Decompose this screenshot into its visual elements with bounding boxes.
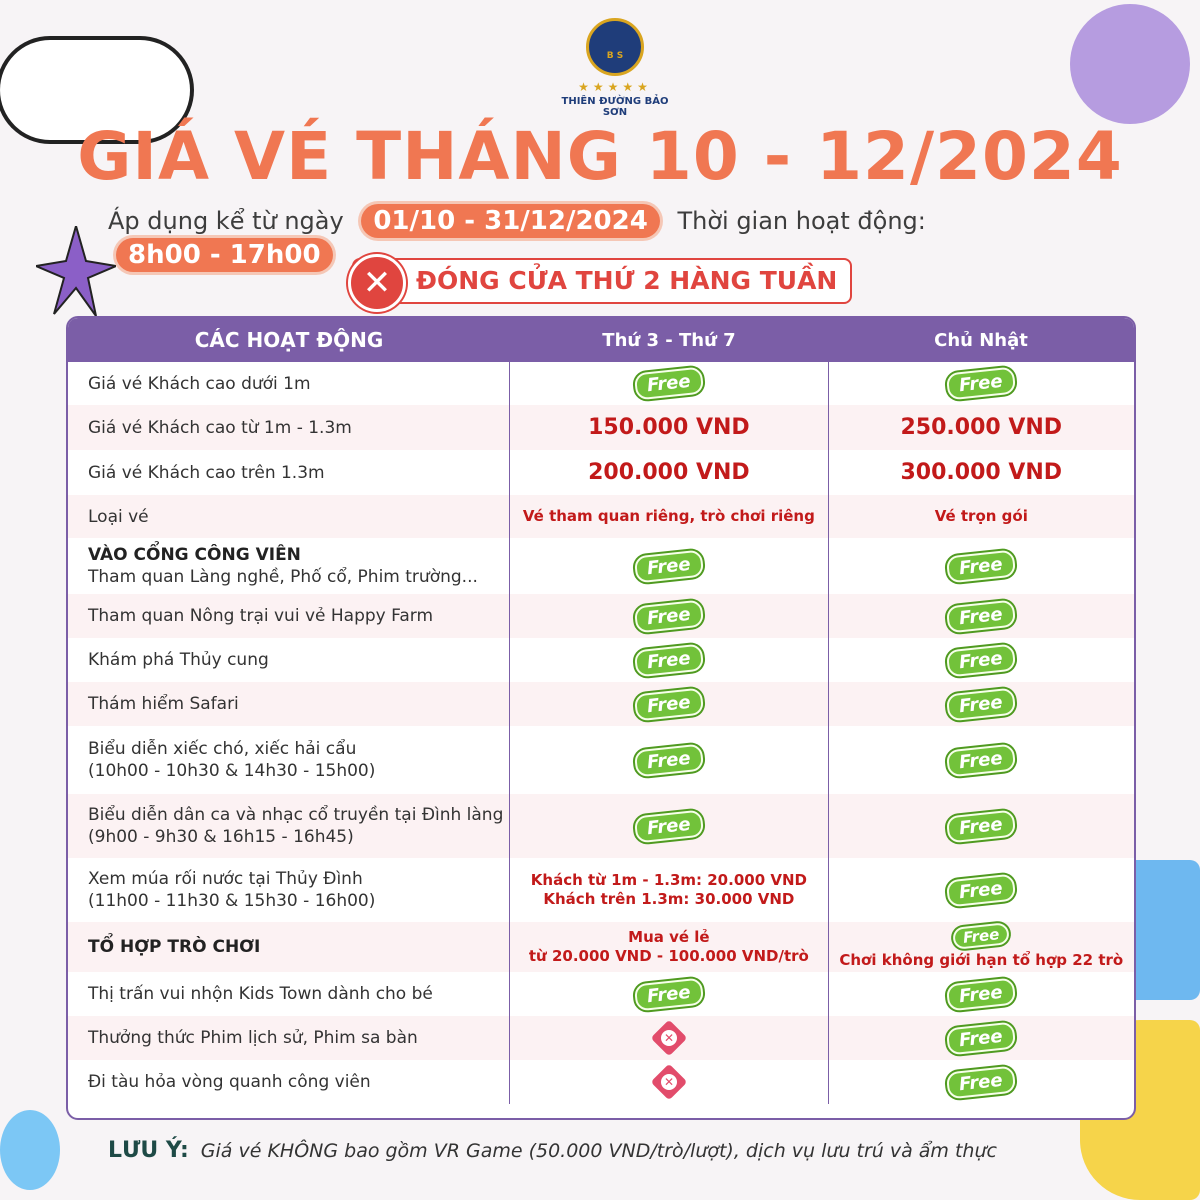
row-weekday	[509, 922, 827, 972]
row-sunday	[828, 638, 1134, 682]
header-activities: CÁC HOẠT ĐỘNG	[194, 328, 384, 352]
row-activity: Khám phá Thủy cung	[88, 650, 269, 670]
closed-notice-text: ĐÓNG CỬA THỨ 2 HÀNG TUẦN	[416, 266, 838, 295]
price-note: từ 20.000 VND - 100.000 VND/trò	[528, 947, 809, 965]
apply-row	[108, 204, 1108, 270]
header-weekday: Thứ 3 - Thứ 7	[602, 329, 736, 351]
ticket-type: Vé trọn gói	[934, 507, 1028, 525]
row-weekday	[509, 972, 827, 1016]
row-activity-sub: (10h00 - 10h30 & 14h30 - 15h00)	[88, 761, 376, 781]
row-sunday	[828, 495, 1134, 538]
table-body	[68, 362, 1134, 1104]
hours-value: 8h00 - 17h00	[116, 238, 333, 272]
row-activity	[68, 538, 509, 594]
free-badge: Free	[634, 599, 704, 633]
row-sunday	[828, 972, 1134, 1016]
row-activity	[68, 858, 509, 922]
brand-name: THIÊN ĐƯỜNG BẢO SƠN	[561, 96, 669, 118]
table-row	[68, 972, 1134, 1016]
row-activity	[68, 794, 509, 858]
table-row	[68, 405, 1134, 450]
row-sunday	[828, 1016, 1134, 1060]
row-weekday	[509, 495, 827, 538]
row-activity: Thám hiểm Safari	[88, 694, 239, 714]
free-badge: Free	[634, 809, 704, 843]
free-badge: Free	[634, 367, 704, 401]
table-row	[68, 794, 1134, 858]
row-activity-title: Xem múa rối nước tại Thủy Đình	[88, 869, 363, 889]
row-sunday	[828, 682, 1134, 726]
table-row	[68, 1016, 1134, 1060]
table-row	[68, 858, 1134, 922]
free-badge: Free	[634, 743, 704, 777]
row-weekday	[509, 594, 827, 638]
row-sunday	[828, 405, 1134, 450]
free-badge: Free	[946, 873, 1016, 907]
row-activity-title: VÀO CỔNG CÔNG VIÊN	[88, 545, 301, 565]
row-sunday	[828, 858, 1134, 922]
price-value: 250.000 VND	[900, 415, 1063, 440]
free-badge: Free	[946, 809, 1016, 843]
price-note: Khách từ 1m - 1.3m: 20.000 VND	[530, 871, 807, 889]
row-sunday	[828, 538, 1134, 594]
brand-logo	[560, 18, 670, 118]
row-activity	[68, 726, 509, 794]
table-row	[68, 682, 1134, 726]
closed-notice	[352, 258, 852, 304]
free-badge: Free	[946, 1065, 1016, 1099]
row-weekday	[509, 405, 827, 450]
logo-emblem	[586, 18, 644, 76]
price-value: 150.000 VND	[588, 415, 750, 440]
table-row	[68, 538, 1134, 594]
table-row	[68, 638, 1134, 682]
row-weekday	[509, 362, 827, 405]
row-activity: Thưởng thức Phim lịch sử, Phim sa bàn	[88, 1028, 418, 1048]
free-badge: Free	[634, 977, 704, 1011]
not-available-icon: ✕	[650, 1020, 687, 1057]
page-title: GIÁ VÉ THÁNG 10 - 12/2024	[77, 118, 1123, 195]
free-badge: Free	[952, 922, 1010, 950]
table-row	[68, 362, 1134, 405]
row-activity	[68, 922, 509, 972]
row-activity: Giá vé Khách cao từ 1m - 1.3m	[88, 417, 352, 438]
table-row	[68, 922, 1134, 972]
row-weekday	[509, 682, 827, 726]
free-badge: Free	[634, 643, 704, 677]
apply-label: Áp dụng kể từ ngày	[108, 207, 344, 235]
row-sunday	[828, 362, 1134, 405]
row-activity-sub: (11h00 - 11h30 & 15h30 - 16h00)	[88, 891, 376, 911]
table-row	[68, 495, 1134, 538]
free-badge: Free	[946, 1021, 1016, 1055]
free-badge: Free	[946, 367, 1016, 401]
row-sunday	[828, 794, 1134, 858]
table-row	[68, 450, 1134, 495]
free-badge: Free	[946, 743, 1016, 777]
row-activity-title: Biểu diễn dân ca và nhạc cổ truyền tại Đình làng	[88, 805, 504, 825]
flower-illustration	[1070, 4, 1190, 124]
row-sunday	[828, 922, 1134, 972]
free-badge: Free	[946, 599, 1016, 633]
free-badge: Free	[634, 687, 704, 721]
row-activity: Thị trấn vui nhộn Kids Town dành cho bé	[88, 984, 433, 1004]
price-table	[66, 316, 1136, 1120]
price-value: 200.000 VND	[588, 460, 750, 485]
note-label: LƯU Ý:	[108, 1138, 189, 1163]
row-activity: Đi tàu hỏa vòng quanh công viên	[88, 1072, 371, 1092]
row-activity: Giá vé Khách cao dưới 1m	[88, 373, 311, 394]
row-weekday	[509, 726, 827, 794]
hours-label: Thời gian hoạt động:	[677, 207, 926, 235]
free-badge: Free	[946, 643, 1016, 677]
table-row	[68, 726, 1134, 794]
row-weekday	[509, 450, 827, 495]
price-note: Chơi không giới hạn tổ hợp 22 trò	[839, 950, 1124, 969]
row-weekday	[509, 1060, 827, 1104]
row-activity: Giá vé Khách cao trên 1.3m	[88, 462, 325, 483]
not-available-icon: ✕	[650, 1064, 687, 1101]
row-weekday	[509, 794, 827, 858]
row-activity: Tham quan Nông trại vui vẻ Happy Farm	[88, 606, 434, 626]
ticket-type: Vé tham quan riêng, trò chơi riêng	[522, 507, 815, 525]
star-illustration	[36, 226, 116, 316]
free-badge: Free	[946, 549, 1016, 583]
row-activity-sub: Tham quan Làng nghề, Phố cổ, Phim trường...	[88, 567, 478, 587]
row-weekday	[509, 1016, 827, 1060]
logo-emblem-letters: B S	[606, 51, 624, 61]
price-value: 300.000 VND	[900, 460, 1063, 485]
row-sunday	[828, 1060, 1134, 1104]
note-text: Giá vé KHÔNG bao gồm VR Game (50.000 VND/trò/lượt), dịch vụ lưu trú và ẩm thực	[200, 1140, 997, 1162]
row-activity: Loại vé	[88, 506, 149, 527]
row-activity-title: TỔ HỢP TRÒ CHƠI	[88, 937, 261, 957]
table-row	[68, 1060, 1134, 1104]
blue-flower-illustration	[0, 1110, 60, 1190]
free-badge: Free	[946, 687, 1016, 721]
row-sunday	[828, 594, 1134, 638]
close-icon: ✕	[348, 254, 406, 312]
row-weekday	[509, 858, 827, 922]
free-badge: Free	[634, 549, 704, 583]
row-sunday	[828, 450, 1134, 495]
free-badge: Free	[946, 977, 1016, 1011]
header-sunday: Chủ Nhật	[934, 329, 1028, 351]
table-header	[68, 318, 1134, 362]
table-row	[68, 594, 1134, 638]
apply-dates: 01/10 - 31/12/2024	[361, 204, 659, 238]
price-note: Khách trên 1.3m: 30.000 VND	[543, 890, 795, 908]
row-weekday	[509, 538, 827, 594]
row-activity-title: Biểu diễn xiếc chó, xiếc hải cẩu	[88, 739, 357, 759]
row-sunday	[828, 726, 1134, 794]
footer-note	[108, 1138, 1108, 1163]
price-note: Mua vé lẻ	[628, 928, 710, 946]
row-activity-sub: (9h00 - 9h30 & 16h15 - 16h45)	[88, 827, 354, 847]
logo-stars: ★★★★★	[578, 80, 652, 94]
row-weekday	[509, 638, 827, 682]
